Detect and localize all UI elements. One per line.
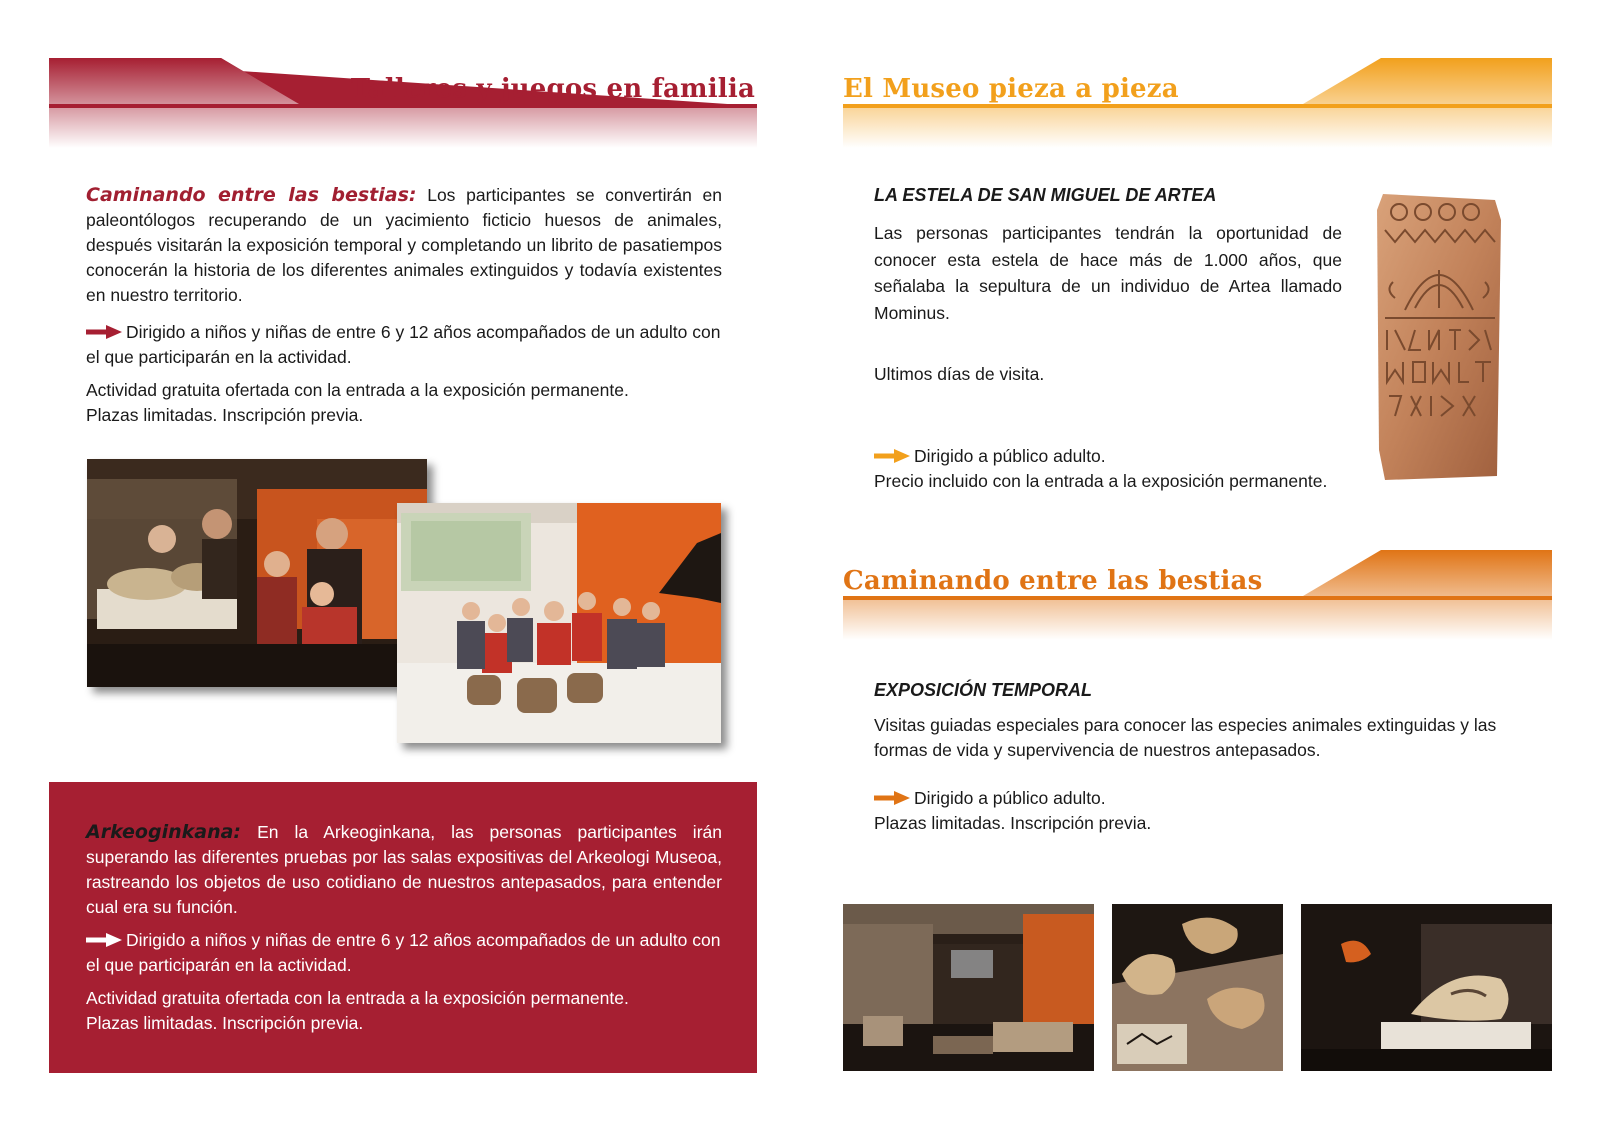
header-band-orange	[843, 550, 1552, 650]
header-caminando	[843, 550, 1552, 650]
photo-exhibition-hall	[843, 904, 1094, 1071]
workshop-arkeoginkana-audience	[86, 928, 726, 978]
booking-text: Plazas limitadas. Inscripción previa.	[86, 1013, 364, 1033]
audience-text: Dirigido a público adulto.	[914, 446, 1106, 466]
workshop-arkeoginkana	[86, 820, 722, 920]
arkeoginkana-box	[49, 782, 757, 1073]
workshop-title: Caminando entre las bestias:	[86, 184, 417, 206]
header-talleres	[49, 58, 757, 158]
arrow-right-icon	[86, 933, 122, 947]
photo-skull-display	[1301, 904, 1552, 1071]
workshop-caminando-intro	[86, 183, 722, 308]
workshop-caminando-audience	[86, 320, 726, 370]
price-text: Actividad gratuita ofertada con la entrada a la exposición permanente.	[86, 380, 629, 400]
workshop-description: En la Arkeoginkana, las personas participantes irán superando las diferentes pruebas por las salas expositivas del Arkeologi Museoa, rastreando los objetos de uso cotidiano de nuestros antepasados, para entender cual era su función.	[86, 822, 722, 917]
price-text: Actividad gratuita ofertada con la entrada a la exposición permanente.	[86, 988, 629, 1008]
arrow-right-icon	[86, 325, 122, 339]
arrow-right-icon	[874, 791, 910, 805]
photo-children-classroom	[397, 503, 721, 743]
piece-audience	[874, 444, 1394, 494]
header-title: Caminando entre las bestias	[843, 566, 1263, 596]
piece-title: LA ESTELA DE SAN MIGUEL DE ARTEA	[874, 185, 1217, 205]
booking-text: Plazas limitadas. Inscripción previa.	[86, 405, 364, 425]
piece-note: Ultimos días de visita.	[874, 364, 1045, 384]
arrow-right-icon	[874, 449, 910, 463]
workshop-arkeoginkana-info	[86, 986, 726, 1036]
exhibition-title: EXPOSICIÓN TEMPORAL	[874, 680, 1093, 700]
exhibition-description: Visitas guiadas especiales para conocer las especies animales extinguidas y las formas de vida y supervivencia de nuestros antepasados.	[874, 715, 1497, 760]
booking-text: Plazas limitadas. Inscripción previa.	[874, 813, 1152, 833]
workshop-title: Arkeoginkana:	[86, 821, 242, 843]
audience-text: Dirigido a niños y niñas de entre 6 y 12 años acompañados de un adulto con el que participarán en la actividad.	[86, 322, 721, 367]
workshop-caminando-info	[86, 378, 726, 428]
workshop-description: Los participantes se convertirán en paleontólogos recuperando de un yacimiento ficticio huesos de animales, después visitarán la exposición temporal y completando un librito de pasatiempos conocerán la historia de los diferentes animales extinguidos y todavía existentes en nuestro territorio.	[86, 185, 722, 305]
piece-description: Las personas participantes tendrán la oportunidad de conocer esta estela de hace más de 1.000 años, que señalaba la sepultura de un individuo de Artea llamado Mominus.	[874, 223, 1342, 323]
audience-text: Dirigido a niños y niñas de entre 6 y 12 años acompañados de un adulto con el que participarán en la actividad.	[86, 930, 721, 975]
photo-stele	[1375, 190, 1503, 484]
header-title: El Museo pieza a pieza	[843, 74, 1179, 104]
photo-fossil-bones	[1112, 904, 1283, 1071]
header-band-red	[49, 58, 757, 158]
header-museo	[843, 58, 1552, 158]
price-text: Precio incluido con la entrada a la exposición permanente.	[874, 471, 1328, 491]
header-band-yellow	[843, 58, 1552, 158]
photo-visitors-display-case	[87, 459, 427, 687]
header-title: Talleres y juegos en familia	[350, 74, 755, 104]
audience-text: Dirigido a público adulto.	[914, 788, 1106, 808]
exhibition-info	[874, 786, 1394, 836]
workshop-caminando	[86, 183, 722, 308]
